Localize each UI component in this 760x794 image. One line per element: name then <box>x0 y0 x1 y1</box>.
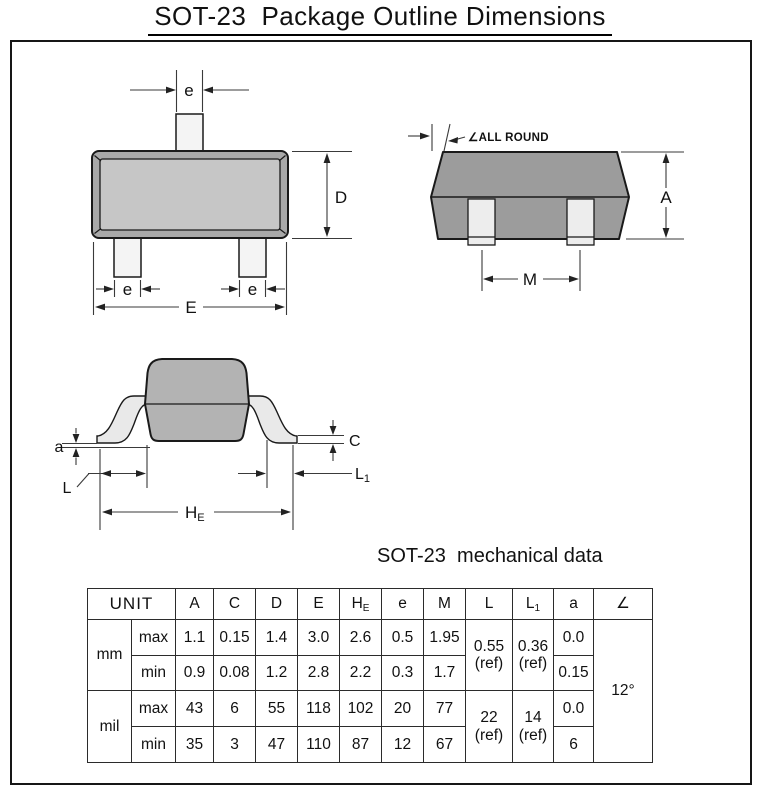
unit-mm: mm <box>88 620 132 691</box>
header-a: a <box>554 589 594 620</box>
dim-a <box>55 428 150 465</box>
mm-max-a: 0.0 <box>554 620 594 656</box>
mm-min-D: 1.2 <box>256 656 298 691</box>
front-pin-bottom-left <box>114 237 141 277</box>
dim-M <box>482 250 580 291</box>
profile-body <box>145 359 249 441</box>
mil-min-a: 6 <box>554 727 594 763</box>
mil-max-M: 77 <box>424 691 466 727</box>
mm-min-a: 0.15 <box>554 656 594 691</box>
row-mil-max <box>88 691 653 727</box>
mm-max-A: 1.1 <box>176 620 214 656</box>
mil-L-ref: 22 (ref) <box>466 691 513 763</box>
mil-max-A: 43 <box>176 691 214 727</box>
dim-e-bottom-right <box>221 280 285 299</box>
header-A: A <box>176 589 214 620</box>
header-L: L <box>466 589 513 620</box>
side-pin-left <box>468 199 495 245</box>
mil-max-label: max <box>132 691 176 727</box>
dim-C <box>298 420 361 461</box>
mm-min-label: min <box>132 656 176 691</box>
mil-max-D: 55 <box>256 691 298 727</box>
mil-min-D: 47 <box>256 727 298 763</box>
dim-A <box>621 152 684 239</box>
mm-L-ref: 0.55 (ref) <box>466 620 513 691</box>
side-view <box>431 152 629 245</box>
mm-min-C: 0.08 <box>214 656 256 691</box>
profile-lead-left <box>97 396 150 443</box>
profile-view <box>97 359 297 443</box>
mm-max-label: max <box>132 620 176 656</box>
front-pin-bottom-right <box>239 237 266 277</box>
label-A: A <box>660 188 672 207</box>
header-C: C <box>214 589 256 620</box>
dim-L <box>63 445 147 530</box>
label-L: L <box>62 480 72 497</box>
row-mil-min <box>88 727 653 763</box>
unit-mil: mil <box>88 691 132 763</box>
label-HE: HE <box>185 503 205 524</box>
front-pin-top <box>176 114 203 153</box>
mil-min-A: 35 <box>176 727 214 763</box>
dim-HE <box>102 503 291 524</box>
mm-min-HE: 2.2 <box>340 656 382 691</box>
header-M: M <box>424 589 466 620</box>
mil-max-e: 20 <box>382 691 424 727</box>
mm-L1-ref: 0.36 (ref) <box>513 620 554 691</box>
dim-e-top <box>130 70 249 112</box>
label-C: C <box>349 433 361 450</box>
label-e-left: e <box>122 280 133 299</box>
label-D: D <box>334 188 348 207</box>
mil-min-C: 3 <box>214 727 256 763</box>
label-a: a <box>54 439 64 456</box>
dim-L1 <box>238 440 370 530</box>
front-view <box>92 114 288 277</box>
mil-max-a: 0.0 <box>554 691 594 727</box>
mil-max-HE: 102 <box>340 691 382 727</box>
mechanical-data-table <box>87 588 653 763</box>
label-e-right: e <box>247 280 258 299</box>
header-e: e <box>382 589 424 620</box>
side-body <box>431 152 629 239</box>
mm-min-M: 1.7 <box>424 656 466 691</box>
angle-value: 12° <box>594 620 653 763</box>
mm-max-HE: 2.6 <box>340 620 382 656</box>
mm-max-e: 0.5 <box>382 620 424 656</box>
dim-D <box>292 152 352 239</box>
row-mm-min <box>88 656 653 691</box>
mil-max-C: 6 <box>214 691 256 727</box>
mm-max-D: 1.4 <box>256 620 298 656</box>
table-header-row <box>88 589 653 620</box>
label-L1: L1 <box>355 466 371 485</box>
mm-min-A: 0.9 <box>176 656 214 691</box>
front-body-inner <box>100 159 280 230</box>
mil-min-label: min <box>132 727 176 763</box>
header-unit: UNIT <box>88 589 176 620</box>
mil-max-E: 118 <box>298 691 340 727</box>
label-E: E <box>185 298 197 317</box>
draft-angle-callout <box>408 124 549 151</box>
mil-L1-ref: 14 (ref) <box>513 691 554 763</box>
label-all-round: ∠ALL ROUND <box>468 132 549 144</box>
mm-min-e: 0.3 <box>382 656 424 691</box>
side-pin-right <box>567 199 594 245</box>
row-mm-max <box>88 620 653 656</box>
mil-min-HE: 87 <box>340 727 382 763</box>
header-E: E <box>298 589 340 620</box>
label-M: M <box>522 270 538 289</box>
mil-min-E: 110 <box>298 727 340 763</box>
mm-max-E: 3.0 <box>298 620 340 656</box>
profile-lead-right <box>244 396 297 443</box>
mil-min-e: 12 <box>382 727 424 763</box>
mil-min-M: 67 <box>424 727 466 763</box>
header-HE: HE <box>340 589 382 620</box>
mm-max-M: 1.95 <box>424 620 466 656</box>
mm-min-E: 2.8 <box>298 656 340 691</box>
header-D: D <box>256 589 298 620</box>
header-angle: ∠ <box>594 589 653 620</box>
page-title-text: SOT-23 Package Outline Dimensions <box>148 1 611 36</box>
mm-max-C: 0.15 <box>214 620 256 656</box>
dim-e-bottom-left <box>96 280 160 299</box>
header-L1: L1 <box>513 589 554 620</box>
table-title: SOT-23 mechanical data <box>377 545 603 567</box>
label-e-top: e <box>184 81 194 100</box>
